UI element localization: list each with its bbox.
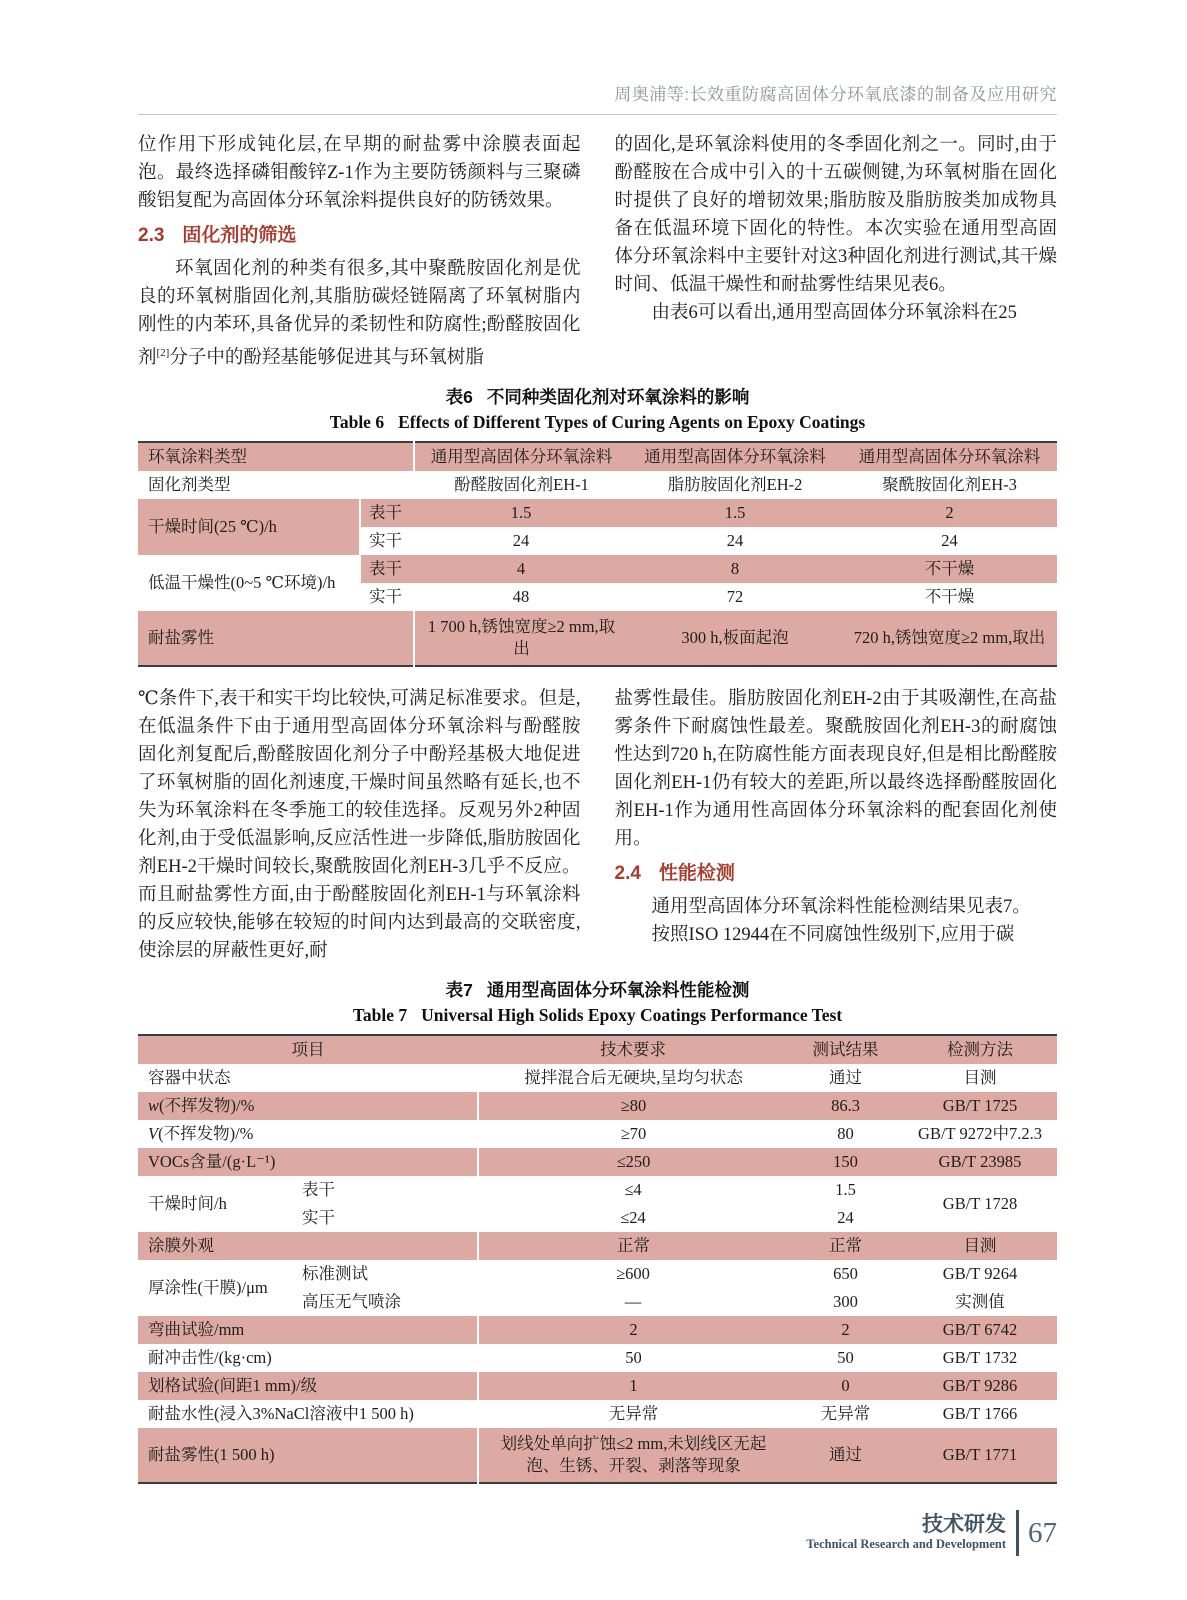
table-cell: 不干燥: [924, 587, 975, 607]
table-cell: 实干: [302, 1208, 335, 1228]
table-row: [138, 1372, 1057, 1400]
table-cell: ≤4: [624, 1180, 642, 1200]
table-cell: 150: [788, 1148, 903, 1176]
variable-symbol: w: [148, 1096, 160, 1116]
table-cell: 24: [837, 1208, 854, 1228]
table-cell: 1.5: [414, 499, 628, 527]
table-cell: 72: [726, 587, 744, 607]
table-cell: 环氧涂料类型: [138, 442, 414, 471]
right-column-middle: [615, 685, 1058, 965]
footer-divider: [1016, 1510, 1019, 1556]
paragraph-text: 环氧固化剂的种类有很多,其中聚酰胺固化剂是优良的环氧树脂固化剂,其脂肪碳烃链隔离了环氧树脂内刚性的内苯环,具备优异的柔韧性和防腐性;酚醛胺固化剂: [138, 259, 581, 369]
table-cell: [138, 1092, 478, 1120]
table-cell: 650: [833, 1264, 858, 1284]
footer-section-en: Technical Research and Development: [806, 1537, 1006, 1552]
table-cell: GB/T 1732: [942, 1348, 1018, 1368]
table-cell: GB/T 23985: [903, 1148, 1057, 1176]
table-cell: 通用型高固体分环氧涂料: [842, 442, 1057, 471]
table-cell: 容器中状态: [138, 1064, 478, 1092]
table-cell: 固化剂类型: [138, 471, 414, 499]
table-cell: 高压无气喷涂: [302, 1292, 401, 1312]
table-cell: 4: [414, 555, 628, 583]
table-cell: ≥600: [616, 1264, 650, 1284]
table-cell: 正常: [788, 1232, 903, 1260]
section-number: 2.4: [614, 863, 641, 885]
table-row: [138, 442, 1057, 471]
table-cell: 2: [788, 1316, 903, 1344]
paragraph: 按照ISO 12944在不同腐蚀性级别下,应用于碳: [651, 925, 1015, 946]
table6-caption-en: [138, 412, 1057, 433]
table-cell: 标准测试: [302, 1264, 368, 1284]
table-cell: 脂肪胺固化剂EH-2: [667, 475, 803, 495]
table-cell: 项目: [138, 1035, 478, 1064]
table-row: [138, 1260, 1057, 1288]
table-cell: 耐盐雾性(1 500 h): [138, 1428, 478, 1483]
paragraph: ℃条件下,表干和实干均比较快,可满足标准要求。但是,在低温条件下由于通用型高固体分环氧涂料与酚醛胺固化剂复配后,酚醛胺固化剂分子中酚羟基极大地促进了环氧树脂的固化剂速度,干燥时间虽然略有延长,也不失为环氧涂料在冬季施工的较佳选择。反观另外2种固化剂,由于受低温影响,反应活性进一步降低,脂肪胺固化剂EH-2干燥时间较长,聚酰胺固化剂EH-3几乎不反应。而且耐盐雾性方面,由于酚醛胺固化剂EH-1与环氧涂料的反应较快,能够在较短的时间内达到最高的交联密度,使涂层的屏蔽性更好,耐: [138, 689, 581, 962]
table-cell: 1.5: [835, 1180, 856, 1200]
table-cell: GB/T 1725: [903, 1092, 1057, 1120]
table-cell: 1 700 h,锈蚀宽度≥2 mm,取出: [414, 611, 628, 666]
paragraph: [138, 255, 581, 372]
table-cell: 技术要求: [478, 1035, 788, 1064]
table-cell: 通过: [788, 1428, 903, 1483]
table-row: [138, 1232, 1057, 1260]
running-title: 周奥浦等:长效重防腐高固体分环氧底漆的制备及应用研究: [614, 85, 1057, 104]
table-cell: 表干: [360, 555, 414, 583]
table-row: [138, 1176, 1057, 1204]
caption-title: Effects of Different Types of Curing Agents on Epoxy Coatings: [398, 412, 866, 433]
table-cell: 表干: [360, 499, 414, 527]
table-cell: GB/T 1771: [903, 1428, 1057, 1483]
table-cell: 1.5: [628, 499, 842, 527]
paragraph-text: 分子中的酚羟基能够促进其与环氧树脂: [169, 348, 484, 369]
table-row: [138, 1400, 1057, 1428]
paragraph: 位作用下形成钝化层,在早期的耐盐雾中涂膜表面起泡。最终选择磷钼酸锌Z-1作为主要防锈颜料与三聚磷酸铝复配为高固体分环氧涂料提供良好的防锈效果。: [138, 135, 581, 211]
table-cell: 目测: [903, 1232, 1057, 1260]
table-cell: 不干燥: [842, 555, 1057, 583]
table-cell: 720 h,锈蚀宽度≥2 mm,取出: [842, 611, 1057, 666]
table-cell: 86.3: [788, 1092, 903, 1120]
paragraph: 由表6可以看出,通用型高固体分环氧涂料在25: [651, 303, 1017, 323]
table-cell: 耐盐水性(浸入3%NaCl溶液中1 500 h): [138, 1400, 478, 1428]
table-cell: 2: [478, 1316, 788, 1344]
table-cell: 划格试验(间距1 mm)/级: [138, 1372, 478, 1400]
label-text: (不挥发物)/%: [158, 1124, 254, 1144]
table-row: [138, 471, 1057, 499]
table-cell: 测试结果: [788, 1035, 903, 1064]
table7-caption-en: [138, 1005, 1057, 1026]
caption-number: Table 6: [329, 412, 385, 433]
table-cell: 实干: [369, 587, 402, 607]
table-row: [138, 499, 1057, 527]
table-row: [138, 1428, 1057, 1483]
table-cell: 弯曲试验/mm: [138, 1316, 478, 1344]
caption-title: 通用型高固体分环氧涂料性能检测: [486, 980, 750, 1001]
left-column-top: [138, 131, 581, 372]
table-cell: 0: [788, 1372, 903, 1400]
left-column-middle: [138, 685, 581, 965]
table-cell: [138, 1120, 478, 1148]
table7-caption-cn: [138, 977, 1057, 1002]
table-cell: 24: [512, 531, 530, 551]
section-title: 固化剂的筛选: [182, 225, 297, 246]
right-column-top: [615, 131, 1058, 372]
table-cell: 酚醛胺固化剂EH-1: [454, 475, 589, 495]
table-row: [138, 1148, 1057, 1176]
section-heading-2-3: [138, 222, 581, 250]
table-row: [138, 555, 1057, 583]
table-cell: 80: [837, 1124, 854, 1144]
caption-number: 表7: [445, 980, 473, 1001]
footer-section-cn: 技术研发: [922, 1513, 1006, 1537]
footer-section: [806, 1514, 1006, 1552]
citation-ref: [2]: [156, 347, 170, 359]
table-cell: 通用型高固体分环氧涂料: [628, 442, 842, 471]
table-cell: 8: [628, 555, 842, 583]
table-cell: —: [624, 1292, 642, 1312]
table-cell: 耐冲击性/(kg·cm): [138, 1344, 478, 1372]
table-cell: ≥80: [478, 1092, 788, 1120]
table-cell: 通过: [829, 1068, 862, 1088]
table-cell: 目测: [963, 1068, 997, 1088]
table-row: [138, 1064, 1057, 1092]
table-cell: GB/T 9272中7.2.3: [918, 1124, 1042, 1144]
paragraph: 的固化,是环氧涂料使用的冬季固化剂之一。同时,由于酚醛胺在合成中引入的十五碳侧键,为环氧树脂在固化时提供了良好的增韧效果;脂肪胺及脂肪胺类加成物具备在低温环境下固化的特性。本次实验在通用型高固体分环氧涂料中主要针对这3种固化剂进行测试,其干燥时间、低温干燥性和耐盐雾性结果见表6。: [614, 135, 1057, 295]
page-footer: [0, 1510, 1057, 1556]
table-cell: 实测值: [955, 1292, 1005, 1312]
table-row: [138, 611, 1057, 666]
table-cell: 耐盐雾性: [138, 611, 414, 666]
paragraph: 盐雾性最佳。脂肪胺固化剂EH-2由于其吸潮性,在高盐雾条件下耐腐蚀性最差。聚酰胺固化剂EH-3的耐腐蚀性达到720 h,在防腐性能方面表现良好,但是相比酚醛胺固化剂EH-1仍有较大的差距,所以最终选择酚醛胺固化剂EH-1作为通用性高固体分环氧涂料的配套固化剂使用。: [614, 689, 1057, 850]
caption-number: 表6: [445, 387, 473, 408]
table7: [138, 1034, 1057, 1484]
table-cell: 300 h,板面起泡: [628, 611, 842, 666]
caption-title: Universal High Solids Epoxy Coatings Performance Test: [421, 1005, 843, 1026]
table-cell: 24: [941, 531, 958, 551]
table-cell: 厚涂性(干膜)/μm: [138, 1260, 293, 1316]
header-rule: [138, 114, 1057, 115]
table-cell: ≥70: [620, 1124, 647, 1144]
section-number: 2.3: [138, 225, 165, 246]
table-cell: 通用型高固体分环氧涂料: [414, 442, 628, 471]
paragraph: 通用型高固体分环氧涂料性能检测结果见表7。: [651, 897, 1031, 918]
table-cell: 划线处单向扩蚀≤2 mm,未划线区无起泡、生锈、开裂、剥落等现象: [478, 1428, 788, 1483]
table-cell: 低温干燥性(0~5 ℃环境)/h: [138, 555, 360, 611]
table-cell: 48: [512, 587, 530, 607]
table-cell: ≤250: [478, 1148, 788, 1176]
top-columns: [138, 131, 1057, 372]
table-cell: GB/T 9264: [942, 1264, 1018, 1284]
table-cell: 50: [625, 1348, 642, 1368]
page-number: 67: [1028, 1517, 1057, 1550]
table-cell: 实干: [369, 531, 402, 551]
table-cell: 聚酰胺固化剂EH-3: [882, 475, 1017, 495]
table-cell: 表干: [302, 1180, 335, 1200]
middle-columns: [138, 685, 1057, 965]
section-title: 性能检测: [658, 863, 735, 885]
table-row: [138, 1092, 1057, 1120]
caption-number: Table 7: [352, 1005, 408, 1026]
section-heading-2-4: [615, 860, 1058, 888]
table-cell: 干燥时间/h: [138, 1176, 293, 1232]
table-cell: 无异常: [820, 1404, 871, 1424]
caption-title: 不同种类固化剂对环氧涂料的影响: [486, 387, 750, 408]
label-text: (不挥发物)/%: [159, 1096, 255, 1116]
table-cell: GB/T 1766: [942, 1404, 1018, 1424]
table-row: [138, 1344, 1057, 1372]
table-cell: 2: [842, 499, 1057, 527]
table-row: [138, 1120, 1057, 1148]
table-row: [138, 1316, 1057, 1344]
table-cell: 正常: [478, 1232, 788, 1260]
table-cell: 300: [833, 1292, 858, 1312]
table-cell: VOCs含量/(g·L⁻¹): [138, 1148, 478, 1176]
table-cell: 检测方法: [903, 1035, 1057, 1064]
table-cell: GB/T 1728: [942, 1194, 1018, 1214]
table-cell: 1: [478, 1372, 788, 1400]
table-cell: GB/T 6742: [903, 1316, 1057, 1344]
table-cell: 50: [837, 1348, 854, 1368]
table-row: [138, 1035, 1057, 1064]
table-cell: 涂膜外观: [138, 1232, 478, 1260]
table-cell: 24: [726, 531, 744, 551]
table6-caption-cn: [138, 384, 1057, 409]
table6: [138, 441, 1057, 667]
table-cell: ≤24: [620, 1208, 646, 1228]
table-cell: 搅拌混合后无硬块,呈均匀状态: [524, 1068, 743, 1088]
table-cell: 干燥时间(25 ℃)/h: [138, 499, 360, 555]
table-cell: 无异常: [608, 1404, 659, 1424]
table-cell: GB/T 9286: [903, 1372, 1057, 1400]
variable-symbol: V: [148, 1124, 159, 1144]
